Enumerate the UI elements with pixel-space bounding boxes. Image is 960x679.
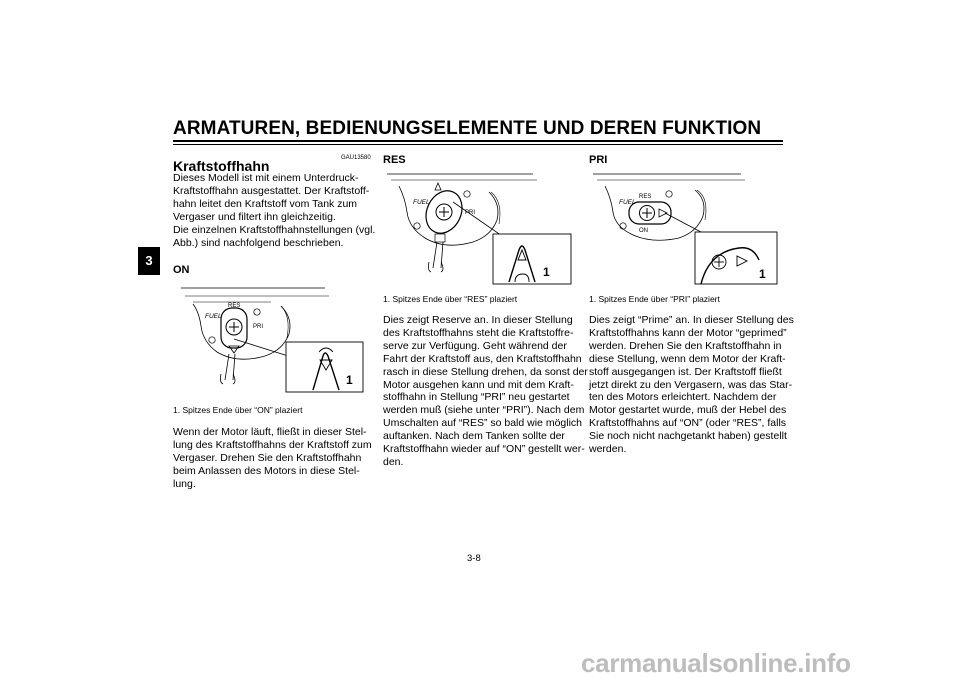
figure-caption-pri: 1. Spitzes Ende über “PRI” plaziert <box>589 294 720 304</box>
fig-label-res: RES <box>228 303 241 309</box>
page-number: 3-8 <box>467 553 481 564</box>
subheading-pri: PRI <box>589 154 608 166</box>
fig-callout: 1 <box>543 265 550 279</box>
watermark: carmanualsonline.info <box>581 648 851 678</box>
header-rule-thin <box>173 144 783 145</box>
on-paragraph: Wenn der Motor läuft, fließt in dieser Stel- lung des Kraftstoffhahns der Kraftstoff zum Vergaser. Drehen Sie den Kraftstoffhahn beim Anlassen des Motors in diese Stel- lung. <box>173 426 372 490</box>
pri-paragraph: Dies zeigt “Prime” an. In dieser Stellung des Kraftstoffhahns kann der Motor “geprimed” werden. Drehen Sie den Kraftstoffhahn in diese Stellung, wenn dem Motor der Kraft- stoff ausgegangen ist. Der Kraftstoff fließt jetzt direkt zu den Vergasern, was das Star- ten des Motors erleichtert. Nachdem der Motor gestartet wurde, muß der Hebel des Kraftstoffhahns auf “ON” (oder “RES”, falls Sie noch nicht nachgetankt haben) gestellt werden. <box>589 314 794 456</box>
fig-label-fuel: FUEL <box>619 199 636 206</box>
fig-callout: 1 <box>346 373 353 387</box>
subheading-on: ON <box>173 264 190 276</box>
section-heading: Kraftstoffhahn <box>173 158 270 174</box>
fig-label-on: ON <box>639 228 648 234</box>
figure-caption-res: 1. Spitzes Ende über “RES” plaziert <box>383 294 518 304</box>
fig-label-fuel: FUEL <box>205 313 222 320</box>
fig-label-pri: PRI <box>253 324 264 330</box>
header-rule <box>173 140 783 142</box>
fig-callout: 1 <box>759 267 766 281</box>
fig-label-res: RES <box>639 194 652 200</box>
intro-paragraph: Dieses Modell ist mit einem Unterdruck- Kraftstoffhahn ausgestattet. Der Kraftstoff- hahn leitet den Kraftstoff vom Tank zum Vergaser und filtert ihn gleichzeitig. Die einzelnen Kraftstoffhahnstellungen (vgl. Abb.) sind nachfolgend beschrieben. <box>173 172 376 249</box>
res-paragraph: Dies zeigt Reserve an. In dieser Stellung des Kraftstoffhahns steht die Kraftstoffre- serve zur Verfügung. Geht während der Fahrt der Kraftstoff aus, den Kraftstoffhahn rasch in diese Stellung drehen, da sonst der Motor ausgehen kann und mit dem Kraft- stoffhahn in Stellung “PRI” neu gestartet werden muß (siehe unter “PRI”). Nach dem Umschalten auf “RES” so bald wie möglich auftanken. Nach dem Tanken sollte der Kraftstoffhahn wieder auf “ON” gestellt wer- den. <box>383 314 588 468</box>
section-code: GAU13580 <box>341 155 371 161</box>
figure-fuel-cock-on <box>173 282 373 394</box>
figure-caption-on: 1. Spitzes Ende über “ON” plaziert <box>173 405 303 415</box>
chapter-tab: 3 <box>138 247 160 275</box>
subheading-res: RES <box>383 154 406 166</box>
figure-fuel-cock-pri <box>589 168 781 286</box>
page-title: ARMATUREN, BEDIENUNGSELEMENTE UND DEREN FUNKTION <box>173 118 762 139</box>
fig-label-fuel: FUEL <box>413 199 430 206</box>
fig-label-pri: PRI <box>465 210 476 216</box>
figure-fuel-cock-res <box>383 170 575 286</box>
